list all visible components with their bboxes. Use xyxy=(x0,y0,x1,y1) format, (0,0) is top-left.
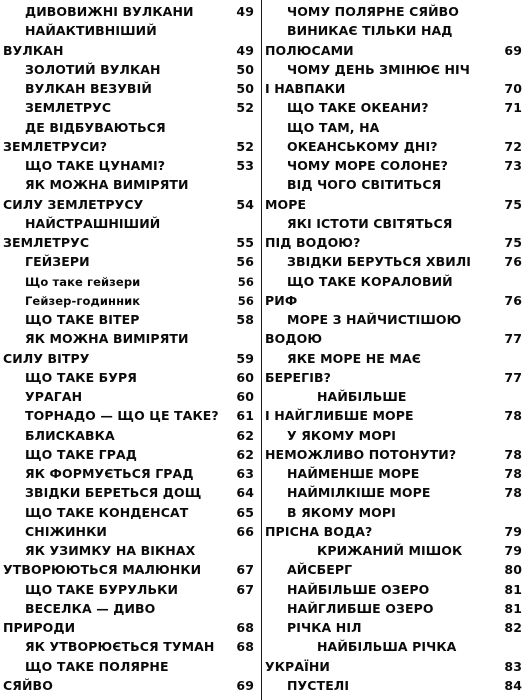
toc-entry-page-number: 75 xyxy=(504,196,522,212)
toc-entry-title: Що таке гейзери xyxy=(25,274,141,289)
toc-entry-title: НАЙАКТИВНІШИЙ xyxy=(25,23,157,39)
toc-left-column xyxy=(3,0,256,700)
toc-entry-title: ЯК УЗИМКУ НА ВІКНАХ xyxy=(25,543,196,558)
toc-entry-page-number: 55 xyxy=(236,235,254,250)
toc-entry-page-number: 81 xyxy=(504,600,522,616)
toc-entry-page-number: 78 xyxy=(504,446,522,462)
toc-entry xyxy=(265,675,524,697)
toc-entry-title: СЯЙВО xyxy=(3,677,53,693)
toc-entry-page-number: 67 xyxy=(236,581,254,597)
toc-entry-title: У ЯКОМУ МОРІ xyxy=(287,427,396,443)
toc-entry-title: БЕРЕГІВ? xyxy=(265,369,331,385)
toc-entry-page-number: 76 xyxy=(504,292,522,308)
toc-entry-title: ГЕЙЗЕРИ xyxy=(25,254,90,270)
toc-entry-page-number: 84 xyxy=(504,677,522,693)
toc-right-column xyxy=(265,0,524,700)
toc-entry-title: ВУЛКАН ВЕЗУВІЙ xyxy=(25,81,152,96)
toc-entry-page-number: 52 xyxy=(236,138,254,154)
toc-entry-title: ДЕ ВІДБУВАЮТЬСЯ xyxy=(25,119,166,135)
toc-entry-page-number: 52 xyxy=(236,100,254,116)
toc-entry-title: ПОЛЮСАМИ xyxy=(265,42,354,58)
toc-entry-page-number: 75 xyxy=(504,235,522,250)
toc-entry-page-number: 71 xyxy=(504,100,522,116)
toc-entry-page-number: 49 xyxy=(236,42,254,58)
toc-entry-title: МОРЕ З НАЙЧИСТІШОЮ xyxy=(287,312,462,327)
toc-entry xyxy=(3,675,256,697)
toc-entry-page-number: 66 xyxy=(236,523,254,539)
toc-entry-title: НАЙМЕНШЕ МОРЕ xyxy=(287,466,420,481)
toc-entry-title: ЩО ТАКЕ КОНДЕНСАТ xyxy=(25,504,189,520)
toc-entry-title: БЛИСКАВКА xyxy=(25,427,115,443)
toc-entry-title: ПРІСНА ВОДА? xyxy=(265,523,373,539)
toc-entry-page-number: 64 xyxy=(236,485,254,501)
toc-entry-title: ЗВІДКИ БЕРУТЬСЯ ХВИЛІ xyxy=(287,254,472,270)
toc-entry-title: ЯКІ ІСТОТИ СВІТЯТЬСЯ xyxy=(287,215,453,231)
toc-entry-title: МОРЕ xyxy=(265,196,307,212)
toc-entry-title: РІЧКА НІЛ xyxy=(287,620,362,635)
toc-entry-page-number: 77 xyxy=(504,369,522,385)
toc-entry-page-number: 77 xyxy=(504,331,522,347)
toc-entry-title: СИЛУ ЗЕМЛЕТРУСУ xyxy=(3,196,144,212)
toc-entry-page-number: 82 xyxy=(504,620,522,635)
toc-entry-title: ЯК ФОРМУЄТЬСЯ ГРАД xyxy=(25,466,194,481)
toc-entry-title: І НАВПАКИ xyxy=(265,81,346,96)
toc-entry-page-number: 70 xyxy=(504,81,522,96)
toc-entry-title: НАЙСТРАШНІШИЙ xyxy=(25,215,161,231)
toc-entry-title: ПУСТЕЛІ xyxy=(287,677,350,693)
toc-entry-title: ВИНИКАЄ ТІЛЬКИ НАД xyxy=(287,23,453,39)
toc-entry-page-number: 65 xyxy=(236,504,254,520)
toc-entry-page-number: 73 xyxy=(504,158,522,173)
toc-entry-title: ЩО ТАКЕ БУРЯ xyxy=(25,369,138,385)
toc-entry-page-number: 49 xyxy=(236,4,254,19)
toc-entry-page-number: 67 xyxy=(236,562,254,578)
toc-entry-title: НАЙБІЛЬШЕ xyxy=(317,389,407,404)
toc-entry-title: В ЯКОМУ МОРІ xyxy=(287,504,396,520)
toc-entry-title: ВІД ЧОГО СВІТИТЬСЯ xyxy=(287,177,442,193)
toc-entry-page-number: 69 xyxy=(236,677,254,693)
toc-entry-page-number: 68 xyxy=(236,620,254,635)
toc-entry-title: ЧОМУ МОРЕ СОЛОНЕ? xyxy=(287,158,449,173)
toc-entry-page-number: 69 xyxy=(504,42,522,58)
toc-entry-title: КРИЖАНИЙ МІШОК xyxy=(317,543,463,558)
toc-entry-title: ЗЕМЛЕТРУС xyxy=(25,100,112,116)
toc-entry-title: ЩО ТАМ, НА xyxy=(287,119,380,135)
toc-entry-page-number: 62 xyxy=(236,446,254,462)
toc-entry-title: ЗЕМЛЕТРУСИ? xyxy=(3,138,108,154)
toc-entry-page-number: 58 xyxy=(236,312,254,327)
toc-entry-title: ЯКЕ МОРЕ НЕ МАЄ xyxy=(287,350,421,366)
toc-entry-title: ЩО ТАКЕ ПОЛЯРНЕ xyxy=(25,658,169,674)
toc-entry-page-number: 63 xyxy=(236,466,254,481)
toc-entry-page-number: 54 xyxy=(236,196,254,212)
toc-entry-title: І НАЙГЛИБШЕ МОРЕ xyxy=(265,408,414,424)
toc-entry-title: ЯК УТВОРЮЄТЬСЯ ТУМАН xyxy=(25,639,215,655)
toc-entry-page-number: 81 xyxy=(504,581,522,597)
toc-entry-page-number: 53 xyxy=(236,158,254,173)
toc-entry-page-number: 60 xyxy=(236,389,254,404)
toc-entry-title: НАЙБІЛЬША РІЧКА xyxy=(317,639,457,655)
toc-entry-page-number: 61 xyxy=(236,408,254,424)
toc-entry-title: АЙСБЕРГ xyxy=(287,562,353,578)
toc-entry-title: ЩО ТАКЕ КОРАЛОВИЙ xyxy=(287,273,453,289)
toc-entry-page-number: 59 xyxy=(236,350,254,366)
toc-entry-title: ВОДОЮ xyxy=(265,331,323,347)
toc-entry-page-number: 83 xyxy=(504,658,522,674)
toc-entry-page-number: 79 xyxy=(504,543,522,558)
toc-entry-title: СИЛУ ВІТРУ xyxy=(3,350,90,366)
toc-entry-title: ОКЕАНСЬКОМУ ДНІ? xyxy=(287,138,438,154)
toc-entry-page-number: 80 xyxy=(504,562,522,578)
toc-entry-page-number: 76 xyxy=(504,254,522,270)
toc-entry-title: УКРАЇНИ xyxy=(265,658,330,674)
toc-entry-title: ЗОЛОТИЙ ВУЛКАН xyxy=(25,61,161,77)
toc-entry-page-number: 78 xyxy=(504,485,522,501)
toc-entry-title: ЩО ТАКЕ ВІТЕР xyxy=(25,312,140,327)
toc-entry-page-number: 79 xyxy=(504,523,522,539)
toc-entry-title: ЗЕМЛЕТРУС xyxy=(3,235,90,250)
toc-entry-title: ЗВІДКИ БЕРЕТЬСЯ ДОЩ xyxy=(25,485,202,501)
toc-entry-title: УРАГАН xyxy=(25,389,83,404)
toc-entry-page-number: 50 xyxy=(236,61,254,77)
toc-entry-title: НАЙМІЛКІШЕ МОРЕ xyxy=(287,485,431,501)
toc-entry-title: НЕМОЖЛИВО ПОТОНУТИ? xyxy=(265,446,457,462)
toc-entry-page-number: 78 xyxy=(504,408,522,424)
toc-entry-title: ВЕСЕЛКА — ДИВО xyxy=(25,600,156,616)
toc-entry-title: ВУЛКАН xyxy=(3,42,64,58)
toc-entry-page-number: 56 xyxy=(237,293,254,308)
toc-entry-title: РИФ xyxy=(265,292,298,308)
toc-entry-page-number: 62 xyxy=(236,427,254,443)
toc-entry-title: ЩО ТАКЕ ЦУНАМІ? xyxy=(25,158,166,173)
toc-entry-title: НАЙБІЛЬШЕ ОЗЕРО xyxy=(287,581,430,597)
toc-entry-title: НАЙГЛИБШЕ ОЗЕРО xyxy=(287,600,434,616)
toc-entry-title: ЩО ТАКЕ ОКЕАНИ? xyxy=(287,100,429,116)
toc-entry-title: ДИВОВИЖНІ ВУЛКАНИ xyxy=(25,4,194,19)
toc-entry-title: ЯК МОЖНА ВИМІРЯТИ xyxy=(25,331,189,347)
toc-entry-page-number: 56 xyxy=(236,254,254,270)
toc-entry-page-number: 50 xyxy=(236,81,254,96)
toc-entry-title: ЩО ТАКЕ ГРАД xyxy=(25,446,137,462)
toc-entry-title: Гейзер-годинник xyxy=(25,293,141,308)
toc-entry-title: ЯК МОЖНА ВИМІРЯТИ xyxy=(25,177,189,193)
toc-entry-title: ПІД ВОДОЮ? xyxy=(265,235,361,250)
toc-entry-page-number: 78 xyxy=(504,466,522,481)
toc-entry-page-number: 72 xyxy=(504,138,522,154)
toc-entry-title: ПРИРОДИ xyxy=(3,620,76,635)
toc-entry-title: УТВОРЮЮТЬСЯ МАЛЮНКИ xyxy=(3,562,202,578)
toc-entry-page-number: 56 xyxy=(237,274,254,289)
toc-entry-page-number: 60 xyxy=(236,369,254,385)
toc-entry-title: СНІЖИНКИ xyxy=(25,523,107,539)
toc-entry-title: ЩО ТАКЕ БУРУЛЬКИ xyxy=(25,581,179,597)
column-divider xyxy=(261,0,262,700)
toc-entry-title: ЧОМУ ДЕНЬ ЗМІНЮЄ НІЧ xyxy=(287,61,471,77)
toc-entry-title: ЧОМУ ПОЛЯРНЕ СЯЙВО xyxy=(287,4,459,19)
toc-entry-title: ТОРНАДО — ЩО ЦЕ ТАКЕ? xyxy=(25,408,219,424)
toc-entry-page-number: 68 xyxy=(236,639,254,655)
